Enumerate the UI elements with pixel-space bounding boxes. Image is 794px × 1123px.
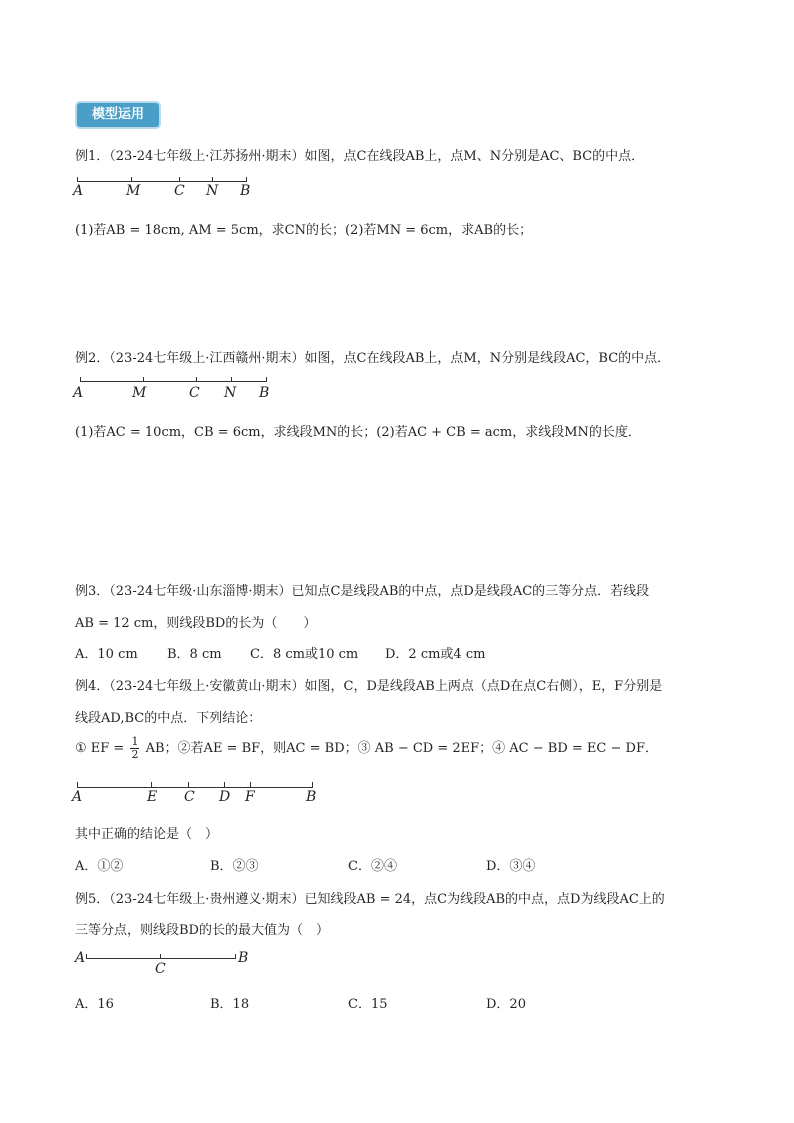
ex1-label-c: C bbox=[174, 183, 185, 199]
ex5-question-line1: 例5．（23-24七年级上·贵州遵义·期末）已知线段AB = 24，点C为线段AB的中点，点D为线段AC上的 bbox=[75, 892, 665, 907]
ex3-option-d[interactable]: D．2 cm或4 cm bbox=[385, 647, 486, 662]
ex4-label-e: E bbox=[147, 789, 158, 805]
ex4-ask: 其中正确的结论是（ ） bbox=[75, 827, 219, 842]
ex4-option-d[interactable]: D．③④ bbox=[486, 859, 536, 874]
ex1-label-b: B bbox=[240, 183, 251, 199]
ex2-label-a: A bbox=[73, 385, 84, 401]
ex4-fraction bbox=[130, 736, 139, 761]
ex4-label-c: C bbox=[184, 789, 195, 805]
ex2-label-m: M bbox=[132, 385, 147, 401]
ex5-option-a[interactable]: A．16 bbox=[75, 997, 114, 1012]
ex4-conclusions bbox=[75, 736, 658, 761]
ex3-option-b[interactable]: B．8 cm bbox=[167, 647, 222, 662]
ex4-frac-den: 2 bbox=[131, 748, 139, 761]
ex4-label-d: D bbox=[219, 789, 231, 805]
ex1-question: 例1．（23-24七年级上·江苏扬州·期末）如图，点C在线段AB上，点M、N分别是AC、BC的中点． bbox=[75, 149, 645, 164]
ex2-label-n: N bbox=[224, 385, 237, 401]
ex2-question: 例2．（23-24七年级上·江西赣州·期末）如图，点C在线段AB上，点M，N分别是线段AC，BC的中点． bbox=[75, 351, 671, 366]
ex4-frac-num: 1 bbox=[131, 735, 139, 748]
ex3-option-c[interactable]: C．8 cm或10 cm bbox=[250, 647, 359, 662]
ex3-question-line2: AB = 12 cm，则线段BD的长为（ ） bbox=[75, 616, 317, 631]
ex1-label-a: A bbox=[73, 183, 84, 199]
ex4-label-a: A bbox=[72, 789, 83, 805]
ex5-label-a: A bbox=[75, 950, 86, 966]
ex5-question-line2: 三等分点，则线段BD的长的最大值为（ ） bbox=[75, 923, 329, 938]
ex2-parts: (1)若AC = 10cm，CB = 6cm，求线段MN的长；(2)若AC + CB = acm，求线段MN的长度． bbox=[75, 425, 641, 440]
ex4-label-b: B bbox=[306, 789, 317, 805]
ex2-label-b: B bbox=[259, 385, 270, 401]
ex5-label-b: B bbox=[238, 950, 249, 966]
ex4-option-c[interactable]: C．②④ bbox=[348, 859, 397, 874]
section-badge: 模型运用 bbox=[75, 101, 161, 129]
ex4-question-line2: 线段AD,BC的中点．下列结论： bbox=[75, 711, 262, 726]
ex5-option-c[interactable]: C．15 bbox=[348, 997, 388, 1012]
ex1-parts: (1)若AB = 18cm, AM = 5cm，求CN的长；(2)若MN = 6cm，求AB的长； bbox=[75, 223, 533, 238]
ex3-question-line1: 例3．（23-24七年级·山东淄博·期末）已知点C是线段AB的中点，点D是线段AC的三等分点．若线段 bbox=[75, 584, 650, 599]
ex4-c1-pre: ① EF = bbox=[75, 741, 125, 756]
ex5-option-b[interactable]: B．18 bbox=[210, 997, 250, 1012]
ex4-label-f: F bbox=[245, 789, 255, 805]
ex5-label-c: C bbox=[155, 961, 166, 977]
ex4-option-b[interactable]: B．②③ bbox=[210, 859, 259, 874]
ex1-label-n: N bbox=[206, 183, 219, 199]
ex4-option-a[interactable]: A．①② bbox=[75, 859, 124, 874]
ex3-option-a[interactable]: A．10 cm bbox=[75, 647, 138, 662]
ex4-c1-post: AB；②若AE = BF，则AC = BD；③ AB − CD = 2EF；④ AC − BD = EC − DF． bbox=[145, 741, 658, 756]
ex1-label-m: M bbox=[126, 183, 141, 199]
ex4-question-line1: 例4．（23-24七年级上·安徽黄山·期末）如图，C，D是线段AB上两点（点D在点C右侧），E，F分别是 bbox=[75, 679, 663, 694]
ex5-option-d[interactable]: D．20 bbox=[486, 997, 526, 1012]
ex2-label-c: C bbox=[189, 385, 200, 401]
